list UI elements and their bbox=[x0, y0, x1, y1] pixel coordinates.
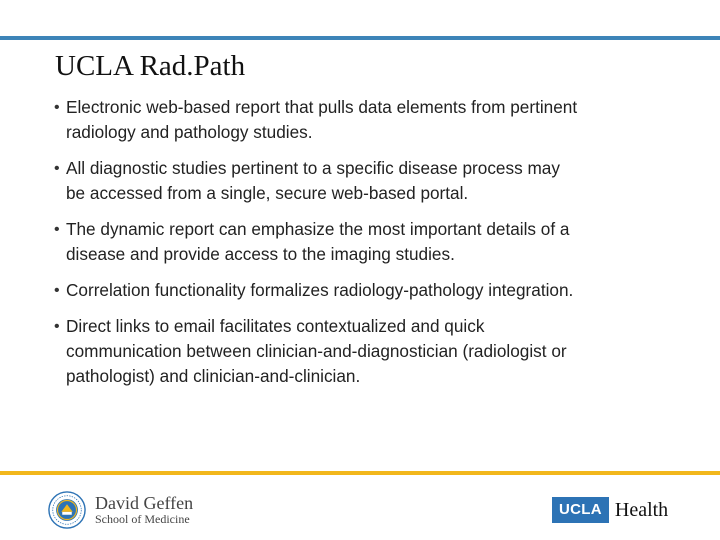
health-wordmark: Health bbox=[614, 498, 669, 521]
ucla-wordmark-box: UCLA bbox=[552, 497, 609, 523]
bullet-item bbox=[52, 95, 682, 145]
bottom-rule bbox=[0, 471, 720, 475]
david-geffen-name: David Geffen bbox=[95, 493, 194, 514]
bullet-marker: • bbox=[54, 99, 60, 116]
bullet-text-line: All diagnostic studies pertinent to a specific disease process may bbox=[66, 158, 560, 178]
bullet-marker: • bbox=[54, 221, 60, 238]
bullet-marker: • bbox=[54, 282, 60, 299]
bullet-item bbox=[52, 278, 682, 303]
bullet-text-line: Direct links to email facilitates contextualized and quick bbox=[66, 316, 485, 336]
bullet-text-line: be accessed from a single, secure web-based portal. bbox=[66, 183, 469, 203]
bullet-item bbox=[52, 217, 682, 267]
bullet-text-line: pathologist) and clinician-and-clinician. bbox=[66, 366, 361, 386]
bullet-marker: • bbox=[54, 160, 60, 177]
slide-title: UCLA Rad.Path bbox=[55, 50, 246, 82]
bullet-text-line: Correlation functionality formalizes radiology-pathology integration. bbox=[66, 280, 574, 300]
bullet-text-line: communication between clinician-and-diagnostician (radiologist or bbox=[66, 341, 567, 361]
bullet-marker: • bbox=[54, 318, 60, 335]
school-of-medicine-text: School of Medicine bbox=[95, 512, 190, 527]
bullet-item bbox=[52, 314, 682, 389]
bullet-text-line: The dynamic report can emphasize the most important details of a bbox=[66, 219, 570, 239]
bullet-text-line: Electronic web-based report that pulls data elements from pertinent bbox=[66, 97, 578, 117]
bullet-item bbox=[52, 156, 682, 206]
top-rule bbox=[0, 36, 720, 40]
ucla-seal-icon bbox=[48, 491, 86, 529]
ucla-health-logo bbox=[552, 497, 668, 523]
david-geffen-logo bbox=[48, 490, 193, 530]
bullet-list bbox=[52, 95, 682, 400]
bullet-text-line: radiology and pathology studies. bbox=[66, 122, 313, 142]
bullet-text-line: disease and provide access to the imaging studies. bbox=[66, 244, 455, 264]
